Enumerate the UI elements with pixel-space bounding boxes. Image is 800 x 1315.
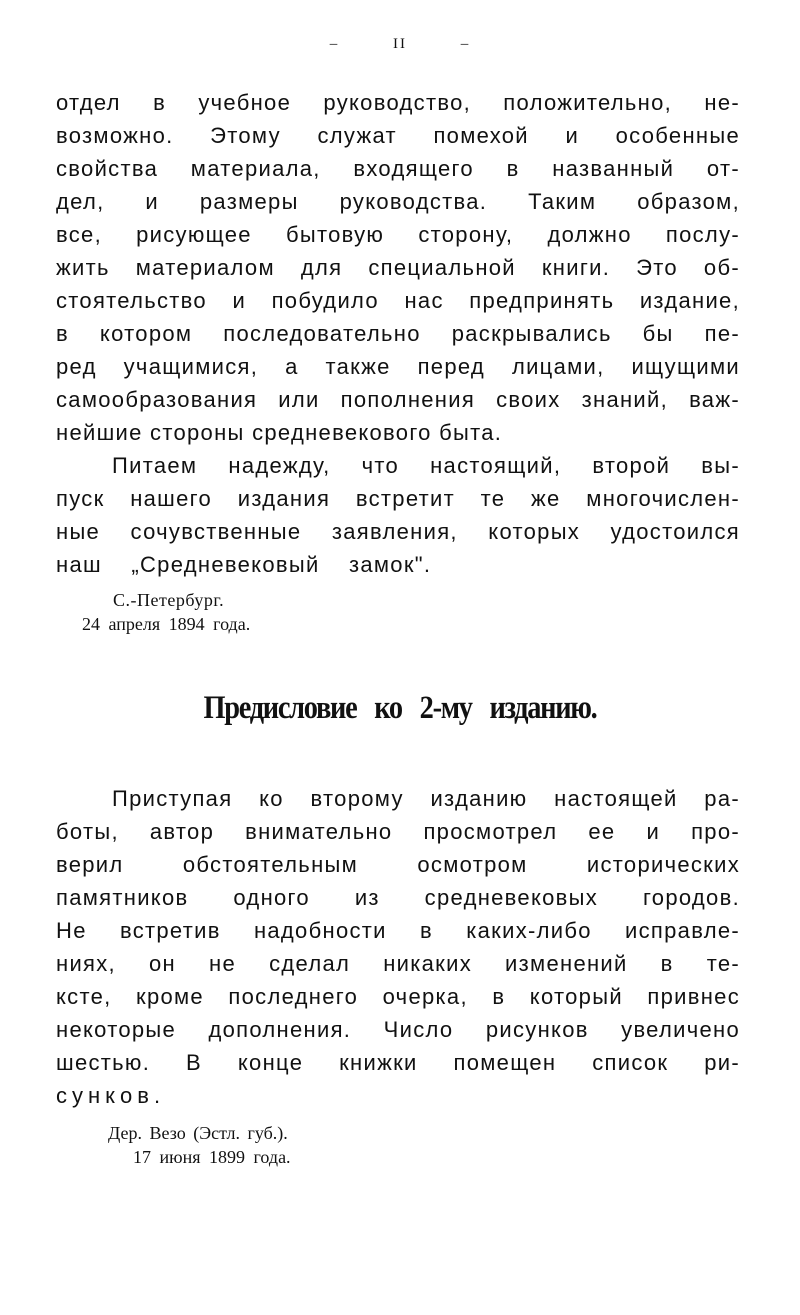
signature-date: 17 июня 1899 года. [133,1147,291,1167]
text-line: в котором последовательно раскрывались бы пе- [56,321,740,346]
text-line: все, рисующее бытовую сторону, должно послу- [56,222,740,247]
preface-second-edition [56,782,740,1112]
text-line: памятников одного из средневековых городов. [56,885,740,910]
text-line: Не встретив надобности в каких-либо исправле- [56,918,740,943]
preface-first-edition-ending [56,86,740,581]
text-line: шестью. В конце книжки помещен список ри- [56,1050,740,1075]
text-line: боты, автор внимательно просмотрел ее и про- [56,819,740,844]
text-line: наш „Средневековый замок". [56,552,432,577]
header-dash-left: – [329,36,340,52]
section-title: Предисловие ко 2-му изданию. [203,690,597,726]
text-line: сунков. [56,1083,166,1108]
text-line: самообразования или пополнения своих знаний, важ- [56,387,740,412]
page-header [0,36,800,53]
text-line: возможно. Этому служат помехой и особенные [56,123,740,148]
signature-date: 24 апреля 1894 года. [82,614,251,634]
text-line: пуск нашего издания встретит те же многочислен- [56,486,740,511]
signature-place: С.-Петербург. [113,590,225,610]
text-line: Приступая ко второму изданию настоящей ра- [112,786,740,811]
text-line: отдел в учебное руководство, положительно, не- [56,90,740,115]
page-number: II [393,36,407,52]
text-line: ксте, кроме последнего очерка, в который привнес [56,984,740,1009]
text-line: некоторые дополнения. Число рисунков увеличено [56,1017,740,1042]
header-dash-right: – [460,36,471,52]
text-line: ниях, он не сделал никаких изменений в те- [56,951,740,976]
text-line: ред учащимися, а также перед лицами, ищущими [56,354,740,379]
text-line: нейшие стороны средневекового быта. [56,420,503,445]
text-line: ные сочувственные заявления, которых удостоился [56,519,740,544]
text-line: Питаем надежду, что настоящий, второй вы- [112,453,740,478]
text-line: свойства материала, входящего в названный от- [56,156,740,181]
text-line: стоятельство и побудило нас предпринять издание, [56,288,740,313]
text-line: дел, и размеры руководства. Таким образом, [56,189,740,214]
signature-place: Дер. Везо (Эстл. губ.). [108,1123,288,1143]
text-line: жить материалом для специальной книги. Это об- [56,255,740,280]
text-line: верил обстоятельным осмотром исторических [56,852,740,877]
